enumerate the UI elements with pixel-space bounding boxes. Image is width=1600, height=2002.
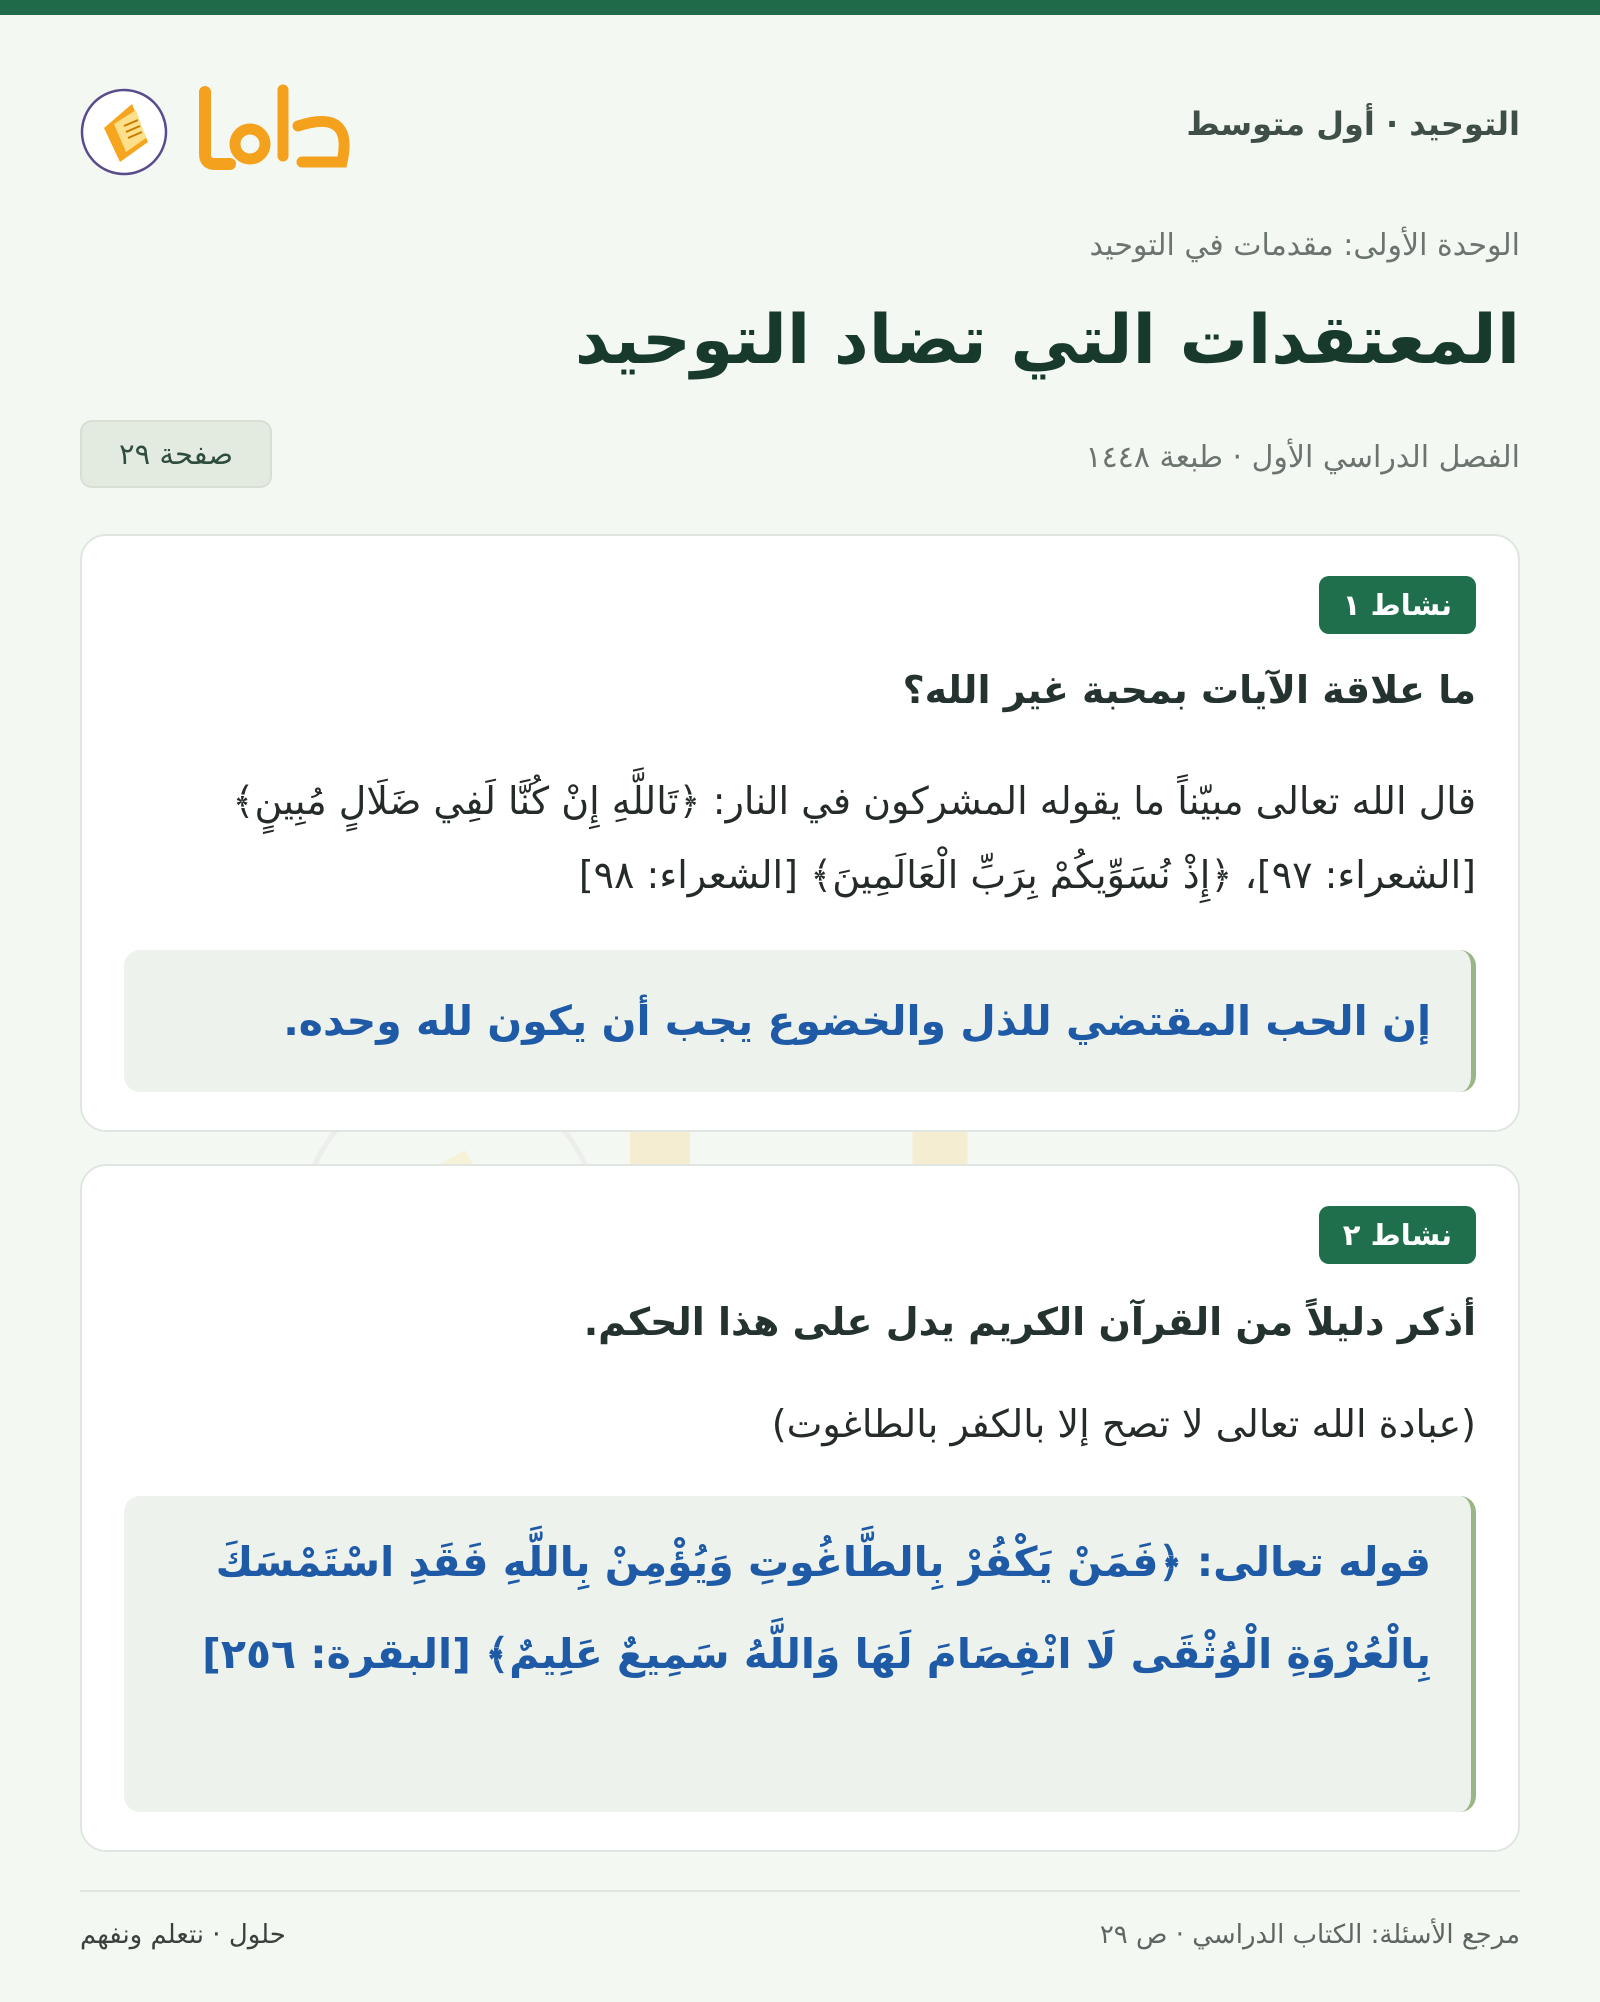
footer-brand: حلول · نتعلم ونفهم	[80, 1920, 286, 1950]
page-header	[80, 70, 1520, 180]
answer-box: إن الحب المقتضي للذل والخضوع يجب أن يكون لله وحده.	[124, 950, 1476, 1092]
activity-question: ما علاقة الآيات بمحبة غير الله؟	[902, 668, 1476, 712]
answer-box: قوله تعالى: ﴿فَمَنْ يَكْفُرْ بِالطَّاغُوتِ وَيُؤْمِنْ بِاللَّهِ فَقَدِ اسْتَمْسَكَ بِالْعُرْوَةِ الْوُثْقَى لَا انْفِصَامَ لَهَا وَاللَّهُ سَمِيعٌ عَلِيمٌ﴾ [البقرة: ٢٥٦]	[124, 1496, 1476, 1812]
activity-badge: نشاط ١	[1319, 576, 1476, 634]
unit-label: الوحدة الأولى: مقدمات في التوحيد	[1089, 228, 1520, 263]
activity-badge: نشاط ٢	[1319, 1206, 1476, 1264]
footer-divider	[80, 1890, 1520, 1892]
activity-text: قال الله تعالى مبيّناً ما يقوله المشركون في النار: ﴿تَاللَّهِ إِنْ كُنَّا لَفِي ضَلَالٍ مُبِينٍ﴾ [الشعراء: ٩٧]، ﴿إِذْ نُسَوِّيكُمْ بِرَبِّ الْعَالَمِينَ﴾ [الشعراء: ٩٨]	[232, 779, 1476, 897]
lesson-title: المعتقدات التي تضاد التوحيد	[574, 301, 1520, 380]
semester-edition: الفصل الدراسي الأول · طبعة ١٤٤٨	[1085, 440, 1520, 475]
activity-question: أذكر دليلاً من القرآن الكريم يدل على هذا الحكم.	[583, 1300, 1476, 1344]
activity-card	[80, 534, 1520, 1132]
top-accent-bar	[0, 0, 1600, 15]
activity-text: (عبادة الله تعالى لا تصح إلا بالكفر بالطاغوت)	[771, 1402, 1476, 1446]
hulool-logo	[80, 70, 370, 180]
activity-card	[80, 1164, 1520, 1852]
footer-reference: مرجع الأسئلة: الكتاب الدراسي · ص ٢٩	[1099, 1920, 1520, 1950]
page-number-badge: صفحة ٢٩	[80, 420, 272, 488]
subject-title: التوحيد · أول متوسط	[1186, 105, 1520, 143]
